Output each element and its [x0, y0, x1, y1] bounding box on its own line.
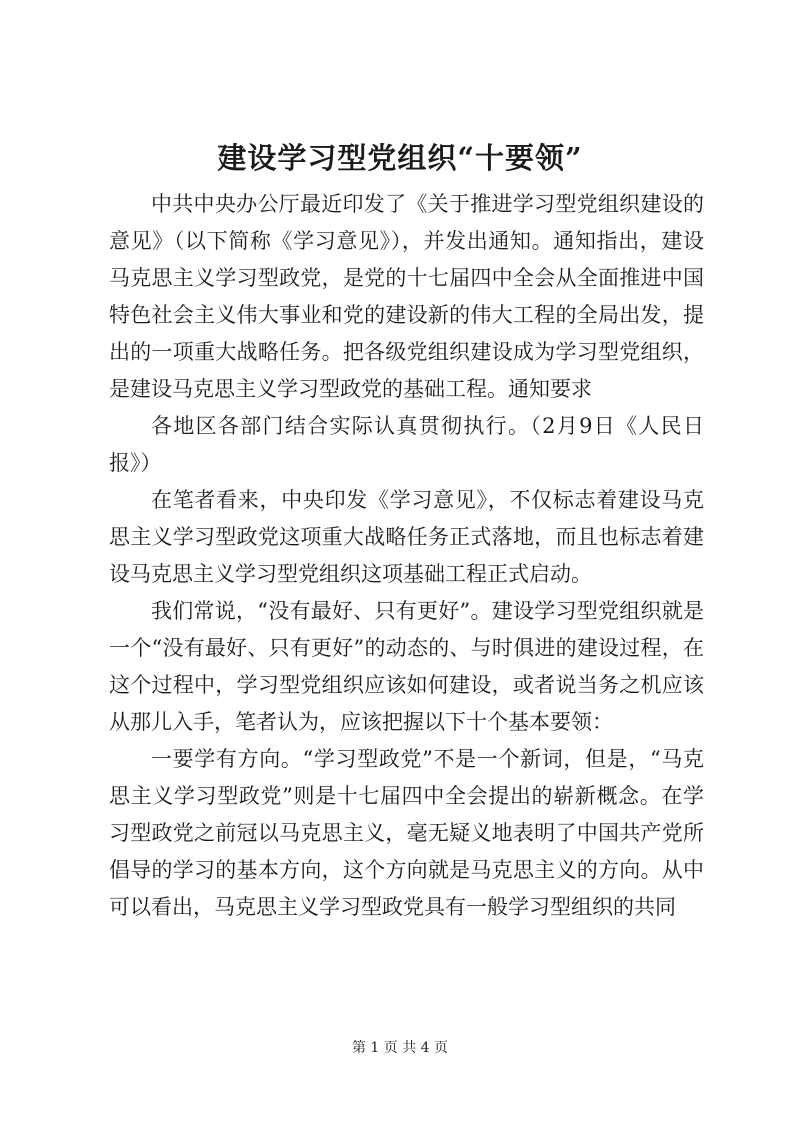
document-title: 建设学习型党组织“十要领” — [217, 141, 583, 175]
paragraph: 在笔者看来，中央印发《学习意见》，不仅标志着建设马克思主义学习型政党这项重大战略任务正式落地，而且也标志着建设马克思主义学习型党组织这项基础工程正式启动。 — [109, 488, 704, 586]
paragraph: 我们常说，“没有最好、只有更好”。建设学习型党组织就是一个“没有最好、只有更好”的动态的、与时俱进的建设过程，在这个过程中，学习型党组织应该如何建设，或者说当务之机应该从那儿入手，笔者认为，应该把握以下十个基本要领： — [109, 599, 704, 734]
page-footer: 第 1 页 共 4 页 — [351, 1040, 449, 1056]
paragraph: 各地区各部门结合实际认真贯彻执行。（2月9日《人民日报》） — [109, 414, 704, 475]
document-body — [109, 186, 704, 926]
paragraph: 中共中央办公厅最近印发了《关于推进学习型党组织建设的意见》（以下简称《学习意见》），并发出通知。通知指出，建设马克思主义学习型政党，是党的十七届四中全会从全面推进中国特色社会主义伟大事业和党的建设新的伟大工程的全局出发，提出的一项重大战略任务。把各级党组织建设成为学习型党组织，是建设马克思主义学习型政党的基础工程。通知要求 — [109, 192, 704, 401]
paragraph: 一要学有方向。“学习型政党”不是一个新词，但是，“马克思主义学习型政党”则是十七届四中全会提出的崭新概念。在学习型政党之前冠以马克思主义，毫无疑义地表明了中国共产党所倡导的学习的基本方向，这个方向就是马克思主义的方向。从中可以看出，马克思主义学习型政党具有一般学习型组织的共同 — [109, 747, 704, 919]
